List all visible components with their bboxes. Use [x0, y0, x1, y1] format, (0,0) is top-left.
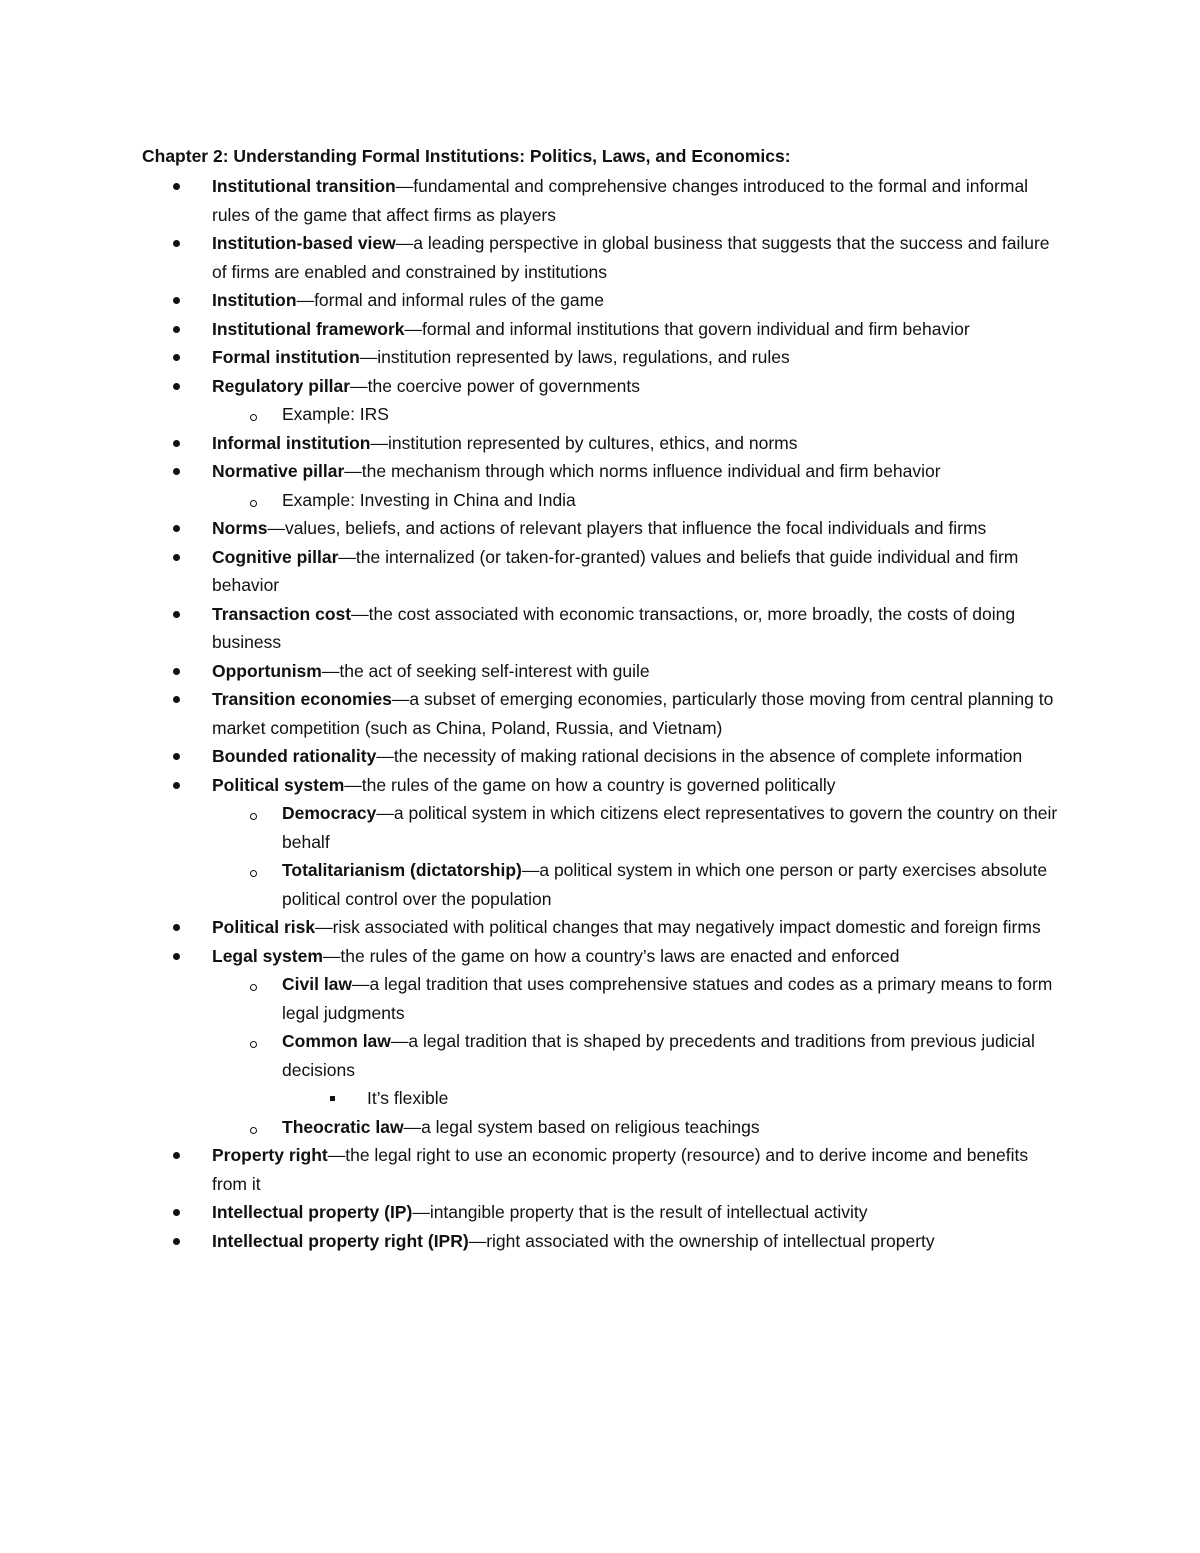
square-bullet-icon [330, 1096, 335, 1101]
sub-list-item [212, 400, 1062, 429]
list-item [142, 657, 1062, 686]
definition-text: —a legal tradition that uses comprehensive statues and codes as a primary means to form legal judgments [282, 974, 1053, 1023]
term-label: Property right [212, 1145, 328, 1165]
definition-text: —a leading perspective in global business that suggests that the success and failure of firms are enabled and constrained by institutions [212, 233, 1050, 282]
bullet-icon [173, 953, 180, 960]
term-label: Opportunism [212, 660, 322, 681]
sub-list-item [212, 970, 1062, 1027]
hollow-bullet-icon [250, 813, 257, 820]
bullet-icon [173, 183, 180, 190]
list-item [142, 372, 1062, 429]
list-item [142, 315, 1062, 344]
bullet-icon [173, 240, 180, 247]
chapter-title: Chapter 2: Understanding Formal Institutions: Politics, Laws, and Economics: [142, 146, 791, 166]
list-item [142, 771, 1062, 914]
definition-text: —a subset of emerging economies, particularly those moving from central planning to market competition (such as China, Poland, Russia, and Vietnam) [212, 689, 1054, 738]
bullet-icon [173, 1238, 180, 1245]
bullet-icon [173, 1209, 180, 1216]
bullet-icon [173, 354, 180, 361]
document-content [142, 142, 1062, 1255]
sub-list [212, 799, 1062, 913]
term-label: Institutional framework [212, 318, 405, 339]
sub-sub-list-item [282, 1084, 1062, 1113]
sub-list-item [212, 1027, 1062, 1113]
bullet-icon [173, 326, 180, 333]
bullet-icon [173, 611, 180, 618]
hollow-bullet-icon [250, 870, 257, 877]
term-label: Transition economies [212, 689, 392, 709]
definition-text: —institution represented by laws, regulations, and rules [359, 347, 790, 367]
definition-text: —the rules of the game on how a country is governed politically [344, 774, 836, 795]
hollow-bullet-icon [250, 984, 257, 991]
term-label: Cognitive pillar [212, 546, 339, 567]
sub-list [212, 486, 1062, 515]
list-item [142, 514, 1062, 543]
term-label: Regulatory pillar [212, 375, 351, 396]
list-item [142, 457, 1062, 514]
term-label: Intellectual property right (IPR) [212, 1230, 469, 1251]
definition-text: —the mechanism through which norms influence individual and firm behavior [344, 461, 941, 481]
list-item [142, 172, 1062, 229]
term-label: Informal institution [212, 432, 371, 453]
sub-list [212, 400, 1062, 429]
list-item [142, 1141, 1062, 1198]
definition-text: —intangible property that is the result of intellectual activity [412, 1202, 868, 1222]
definition-text: Example: Investing in China and India [282, 489, 576, 510]
term-label: Intellectual property (IP) [212, 1202, 413, 1222]
term-label: Political risk [212, 917, 316, 937]
term-label: Transaction cost [212, 603, 352, 624]
list-item [142, 913, 1062, 942]
definition-text: —a political system in which citizens elect representatives to govern the country on their behalf [282, 803, 1058, 852]
list-item [142, 286, 1062, 315]
definition-text: —the internalized (or taken-for-granted) values and beliefs that guide individual and firm behavior [212, 546, 1019, 595]
term-label: Totalitarianism (dictatorship) [282, 860, 522, 880]
sub-list-item [212, 1113, 1062, 1142]
bullet-icon [173, 782, 180, 789]
list-item [142, 229, 1062, 286]
bullet-icon [173, 525, 180, 532]
bullet-icon [173, 668, 180, 675]
definition-text: —formal and informal institutions that govern individual and firm behavior [404, 318, 970, 339]
sub-sub-list [282, 1084, 1062, 1113]
bullet-icon [173, 1152, 180, 1159]
term-label: Norms [212, 518, 268, 538]
hollow-bullet-icon [250, 414, 257, 421]
term-label: Political system [212, 774, 345, 795]
list-item [142, 1198, 1062, 1227]
definition-text: —the rules of the game on how a country’s laws are enacted and enforced [322, 945, 900, 966]
definition-text: —the act of seeking self-interest with guile [321, 660, 650, 681]
definition-text: —the cost associated with economic transactions, or, more broadly, the costs of doing business [212, 603, 1016, 652]
list-item [142, 742, 1062, 771]
hollow-bullet-icon [250, 500, 257, 507]
definition-text: —a legal tradition that is shaped by precedents and traditions from previous judicial decisions [282, 1031, 1035, 1080]
definition-text: It’s flexible [367, 1088, 449, 1108]
list-item [142, 1227, 1062, 1256]
sub-list-item [212, 856, 1062, 913]
definition-text: —formal and informal rules of the game [296, 290, 604, 310]
bullet-icon [173, 297, 180, 304]
definition-text: —values, beliefs, and actions of relevant players that influence the focal individuals and firms [267, 518, 987, 538]
term-label: Common law [282, 1031, 391, 1051]
definition-text: —the necessity of making rational decisions in the absence of complete information [376, 746, 1023, 766]
definition-text: Example: IRS [282, 404, 389, 424]
bullet-icon [173, 440, 180, 447]
term-label: Institutional transition [212, 176, 396, 196]
bullet-icon [173, 554, 180, 561]
list-item [142, 429, 1062, 458]
definition-list [142, 172, 1062, 1255]
sub-list-item [212, 799, 1062, 856]
hollow-bullet-icon [250, 1127, 257, 1134]
sub-list-item [212, 486, 1062, 515]
bullet-icon [173, 924, 180, 931]
list-item [142, 942, 1062, 1142]
term-label: Institution-based view [212, 233, 396, 253]
term-label: Institution [212, 290, 297, 310]
definition-text: —a political system in which one person or party exercises absolute political control over the population [282, 860, 1048, 909]
bullet-icon [173, 753, 180, 760]
term-label: Normative pillar [212, 461, 345, 481]
bullet-icon [173, 383, 180, 390]
term-label: Formal institution [212, 347, 360, 367]
definition-text: —right associated with the ownership of intellectual property [468, 1230, 935, 1251]
sub-list [212, 970, 1062, 1141]
term-label: Bounded rationality [212, 746, 377, 766]
definition-text: —the legal right to use an economic property (resource) and to derive income and benefits from it [212, 1145, 1029, 1194]
definition-text: —the coercive power of governments [350, 375, 640, 396]
bullet-icon [173, 468, 180, 475]
term-label: Civil law [282, 974, 353, 994]
term-label: Legal system [212, 945, 323, 966]
list-item [142, 685, 1062, 742]
definition-text: —risk associated with political changes that may negatively impact domestic and foreign firms [315, 917, 1041, 937]
definition-text: —institution represented by cultures, ethics, and norms [370, 432, 798, 453]
hollow-bullet-icon [250, 1041, 257, 1048]
definition-text: —fundamental and comprehensive changes introduced to the formal and informal rules of the game that affect firms as players [212, 176, 1029, 225]
list-item [142, 543, 1062, 600]
term-label: Theocratic law [282, 1116, 404, 1137]
list-item [142, 600, 1062, 657]
definition-text: —a legal system based on religious teachings [403, 1116, 760, 1137]
bullet-icon [173, 696, 180, 703]
term-label: Democracy [282, 803, 377, 823]
list-item [142, 343, 1062, 372]
